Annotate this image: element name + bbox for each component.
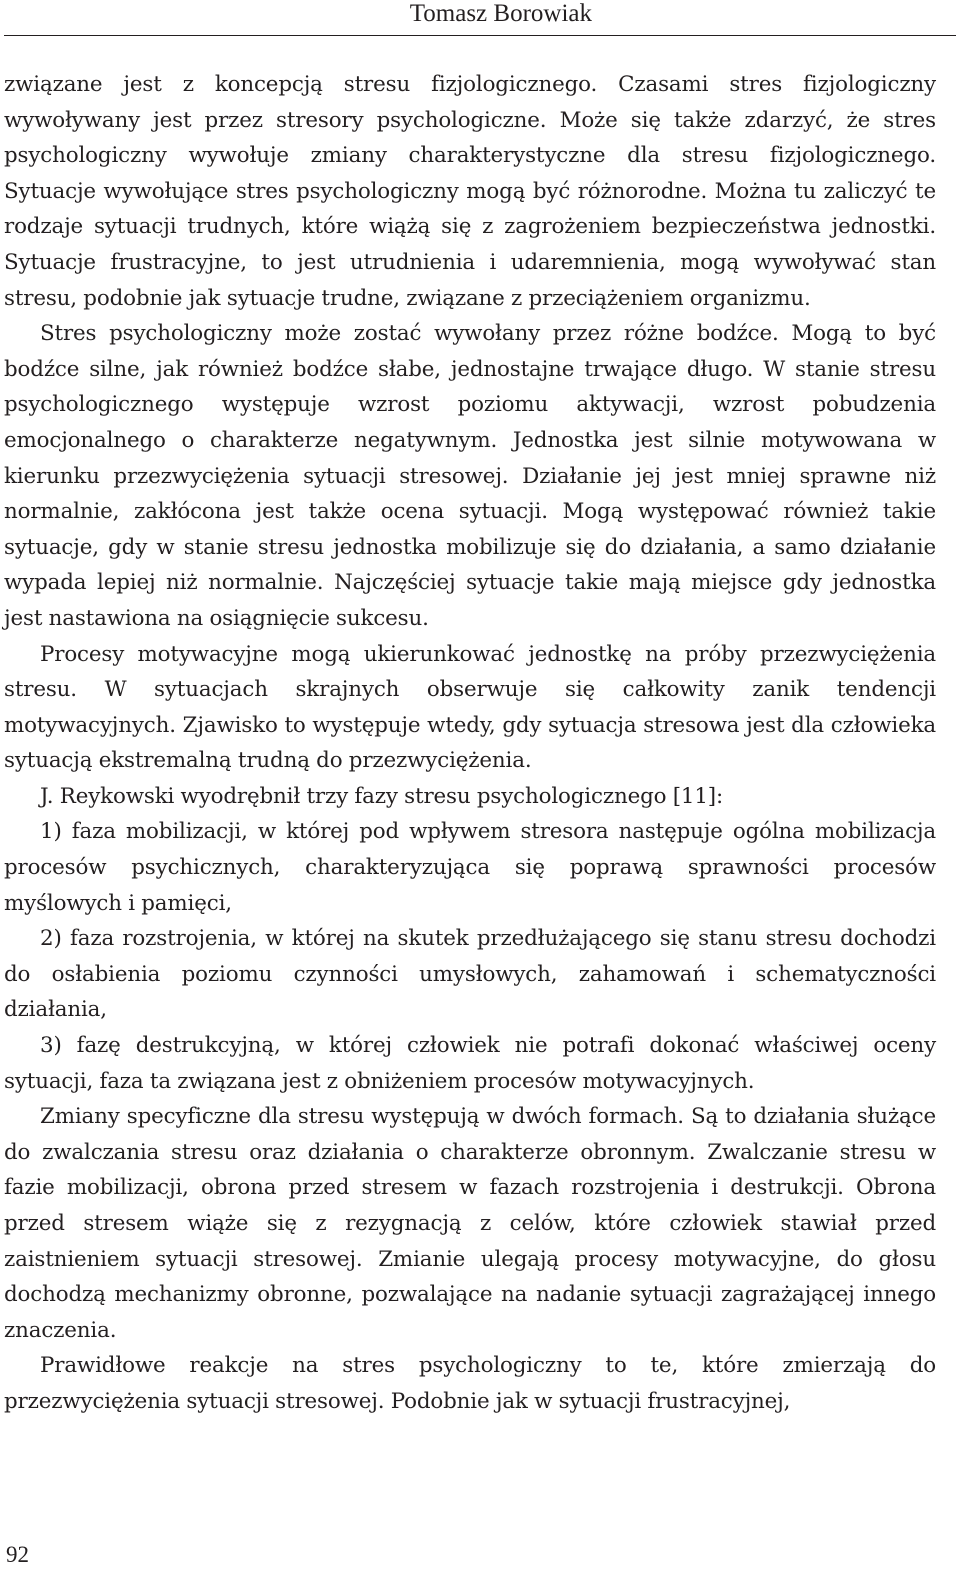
paragraph-proper-reactions: Prawidłowe reakcje na stres psychologiczny to te, które zmierzają do przezwyciężenia sytuacji stresowej. Podobnie jak w sytuacji frustracyjnej, [4, 1353, 936, 1414]
list-item-phase-3: 3) fazę destrukcyjną, w której człowiek nie potrafi dokonać właściwej oceny sytuacji, faza ta związana jest z obniżeniem procesów motywacyjnych. [4, 1033, 936, 1094]
paragraph-motivation: Procesy motywacyjne mogą ukierunkować jednostkę na próby przezwyciężenia stresu. W sytuacjach skrajnych obserwuje się całkowity zanik tendencji motywacyjnych. Zjawisko to występuje wtedy, gdy sytuacja stresowa jest dla człowieka sytuacją ekstremalną trudną do przezwyciężenia. [4, 641, 936, 774]
body-text [4, 67, 936, 1420]
list-item-phase-2: 2) faza rozstrojenia, w której na skutek przedłużającego się stanu stresu dochodzi do osłabienia poziomu czynności umysłowych, zahamowań i schematyczności działania, [4, 926, 936, 1023]
page-number: 92 [6, 1542, 29, 1567]
paragraph-specific-changes: Zmiany specyficzne dla stresu występują w dwóch formach. Są to działania służące do zwalczania stresu oraz działania o charakterze obronnym. Zwalczanie stresu w fazie mobilizacji, obrona przed stresem w fazach rozstrojenia i destrukcji. Obrona przed stresem wiąże się z rezygnacją z celów, które człowiek stawiał przed zaistnieniem sytuacji stresowej. Zmianie ulegają procesy motywacyjne, do głosu dochodzą mechanizmy obronne, pozwalające na nadanie sytuacji zagrażającej innego znaczenia. [4, 1104, 936, 1343]
list-item-phase-1: 1) faza mobilizacji, w której pod wpływem stresora następuje ogólna mobilizacja procesów psychicznych, charakteryzująca się poprawą sprawności procesów myślowych i pamięci, [4, 819, 936, 916]
paragraph-stress-types: związane jest z koncepcją stresu fizjologicznego. Czasami stres fizjologiczny wywoływany jest przez stresory psychologiczne. Może się także zdarzyć, że stres psychologiczny wywołuje zmiany charakterystyczne dla stresu fizjologicznego. Sytuacje wywołujące stres psychologiczny mogą być różnorodne. Można tu zaliczyć te rodzaje sytuacji trudnych, które wiążą się z zagrożeniem bezpieczeństwa jednostki. Sytuacje frustracyjne, to jest utrudnienia i udaremnienia, mogą wywoływać stan stresu, podobnie jak sytuacje trudne, związane z przeciążeniem organizmu. [4, 72, 936, 311]
paragraph-psychological-stimuli: Stres psychologiczny może zostać wywołany przez różne bodźce. Mogą to być bodźce silne, jak również bodźce słabe, jednostajne trwające długo. W stanie stresu psychologicznego występuje wzrost poziomu aktywacji, wzrost pobudzenia emocjonalnego o charakterze negatywnym. Jednostka jest silnie motywowana w kierunku przezwyciężenia sytuacji stresowej. Działanie jej jest mniej sprawne niż normalnie, zakłócona jest także ocena sytuacji. Mogą występować również takie sytuacje, gdy w stanie stresu jednostka mobilizuje się do działania, a samo działanie wypada lepiej niż normalnie. Najczęściej sytuacje takie mają miejsce gdy jednostka jest nastawiona na osiągnięcie sukcesu. [4, 321, 936, 631]
paragraph-reykowski-phases: J. Reykowski wyodrębnił trzy fazy stresu psychologicznego [11]: [40, 783, 724, 809]
header-author: Tomasz Borowiak [409, 0, 592, 27]
header-rule [4, 35, 956, 36]
running-header [0, 0, 960, 36]
